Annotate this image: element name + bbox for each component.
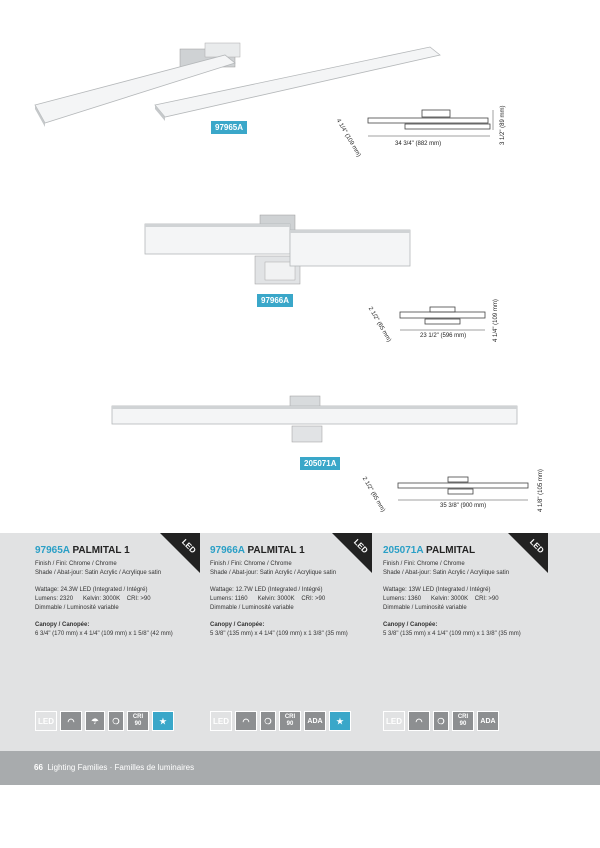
product-205071a-image xyxy=(110,390,520,445)
spec-finish: Finish / Fini: Chrome / Chrome xyxy=(210,561,292,567)
spec-column-205071a xyxy=(383,545,553,639)
product-code-tag: 97966A xyxy=(257,294,293,307)
spec-lumens-row: Lumens: 1160 Kelvin: 3000K CRI: >90 xyxy=(210,596,326,602)
dim-height: 3 1/2" (89 mm) xyxy=(500,105,506,145)
dimmable-icon: ◠ xyxy=(235,711,257,731)
spec-shade: Shade / Abat-jour: Satin Acrylic / Acrylique satin xyxy=(35,570,162,576)
spec-canopy: 5 3/8" (135 mm) x 4 1/4" (109 mm) x 1 3/8" (35 mm) xyxy=(210,631,348,637)
led-icon: LED xyxy=(35,711,57,731)
dim-height: 4 1/8" (105 mm) xyxy=(538,469,544,512)
spec-finish: Finish / Fini: Chrome / Chrome xyxy=(35,561,117,567)
spec-wattage: Wattage: 12.7W LED (Integrated / Intégré) xyxy=(210,587,323,593)
spec-lumens-row: Lumens: 2320 Kelvin: 3000K CRI: >90 xyxy=(35,596,151,602)
footer-text: 66 Lighting Families · Familles de luminaires xyxy=(34,763,195,772)
bulb-icon: ❍ xyxy=(260,711,276,731)
product-code-tag: 97965A xyxy=(211,121,247,134)
svg-text:LED: LED xyxy=(179,537,198,556)
dimension-drawing-97965a xyxy=(360,100,500,140)
page-footer xyxy=(0,751,600,785)
cri-icon: CRI 90 xyxy=(452,711,474,731)
spec-dimmable: Dimmable / Luminosité variable xyxy=(210,605,294,611)
spec-canopy: 5 3/8" (135 mm) x 4 1/4" (109 mm) x 1 3/8" (35 mm) xyxy=(383,631,521,637)
dim-width: 23 1/2" (596 mm) xyxy=(420,333,467,339)
product-title: 205071A PALMITAL xyxy=(383,545,476,556)
spec-canopy-label: Canopy / Canopée: xyxy=(210,622,265,628)
spec-canopy-label: Canopy / Canopée: xyxy=(35,622,90,628)
spec-column-97966a xyxy=(210,545,380,639)
spec-shade: Shade / Abat-jour: Satin Acrylic / Acrylique satin xyxy=(383,570,510,576)
spec-canopy: 6 3/4" (170 mm) x 4 1/4" (109 mm) x 1 5/8" (42 mm) xyxy=(35,631,173,637)
product-title: 97965A PALMITAL 1 xyxy=(35,545,130,556)
dim-width: 34 3/4" (882 mm) xyxy=(395,141,442,147)
cri-icon: CRI 90 xyxy=(127,711,149,731)
led-icon: LED xyxy=(210,711,232,731)
spec-shade: Shade / Abat-jour: Satin Acrylic / Acrylique satin xyxy=(210,570,337,576)
dim-width: 35 3/8" (900 mm) xyxy=(440,503,487,509)
feature-icons-205071a xyxy=(383,710,499,732)
dimmable-icon: ◠ xyxy=(60,711,82,731)
dim-depth: 2 1/2" (65 mm) xyxy=(366,306,392,344)
cri-icon: CRI 90 xyxy=(279,711,301,731)
dimension-drawing-97966a xyxy=(395,300,495,335)
dim-depth: 4 1/4" (109 mm) xyxy=(334,118,362,159)
ada-icon: ADA xyxy=(477,711,499,731)
spec-dimmable: Dimmable / Luminosité variable xyxy=(35,605,119,611)
feature-icons-97966a xyxy=(210,710,351,732)
dim-height: 4 1/4" (109 mm) xyxy=(493,299,499,342)
spec-wattage: Wattage: 13W LED (Integrated / Intégré) xyxy=(383,587,491,593)
bulb-icon: ❍ xyxy=(108,711,124,731)
spec-canopy-label: Canopy / Canopée: xyxy=(383,622,438,628)
ada-icon: ADA xyxy=(304,711,326,731)
spec-panel xyxy=(0,533,600,751)
energy-star-icon: ★ xyxy=(152,711,174,731)
spec-lumens-row: Lumens: 1360 Kelvin: 3000K CRI: >90 xyxy=(383,596,499,602)
dim-depth: 2 1/2" (65 mm) xyxy=(360,476,386,514)
svg-text:LED: LED xyxy=(527,537,546,556)
spec-finish: Finish / Fini: Chrome / Chrome xyxy=(383,561,465,567)
dimension-drawing-205071a xyxy=(393,470,538,505)
dimmable-icon: ◠ xyxy=(408,711,430,731)
led-icon: LED xyxy=(383,711,405,731)
spec-wattage: Wattage: 24.3W LED (Integrated / Intégré) xyxy=(35,587,148,593)
product-title: 97966A PALMITAL 1 xyxy=(210,545,305,556)
svg-text:LED: LED xyxy=(351,537,370,556)
energy-star-icon: ★ xyxy=(329,711,351,731)
product-code-tag: 205071A xyxy=(300,457,340,470)
damp-location-icon: ☂ xyxy=(85,711,105,731)
spec-column-97965a xyxy=(35,545,205,639)
feature-icons-97965a xyxy=(35,710,174,732)
product-97966a-image xyxy=(140,210,420,290)
bulb-icon: ❍ xyxy=(433,711,449,731)
spec-dimmable: Dimmable / Luminosité variable xyxy=(383,605,467,611)
